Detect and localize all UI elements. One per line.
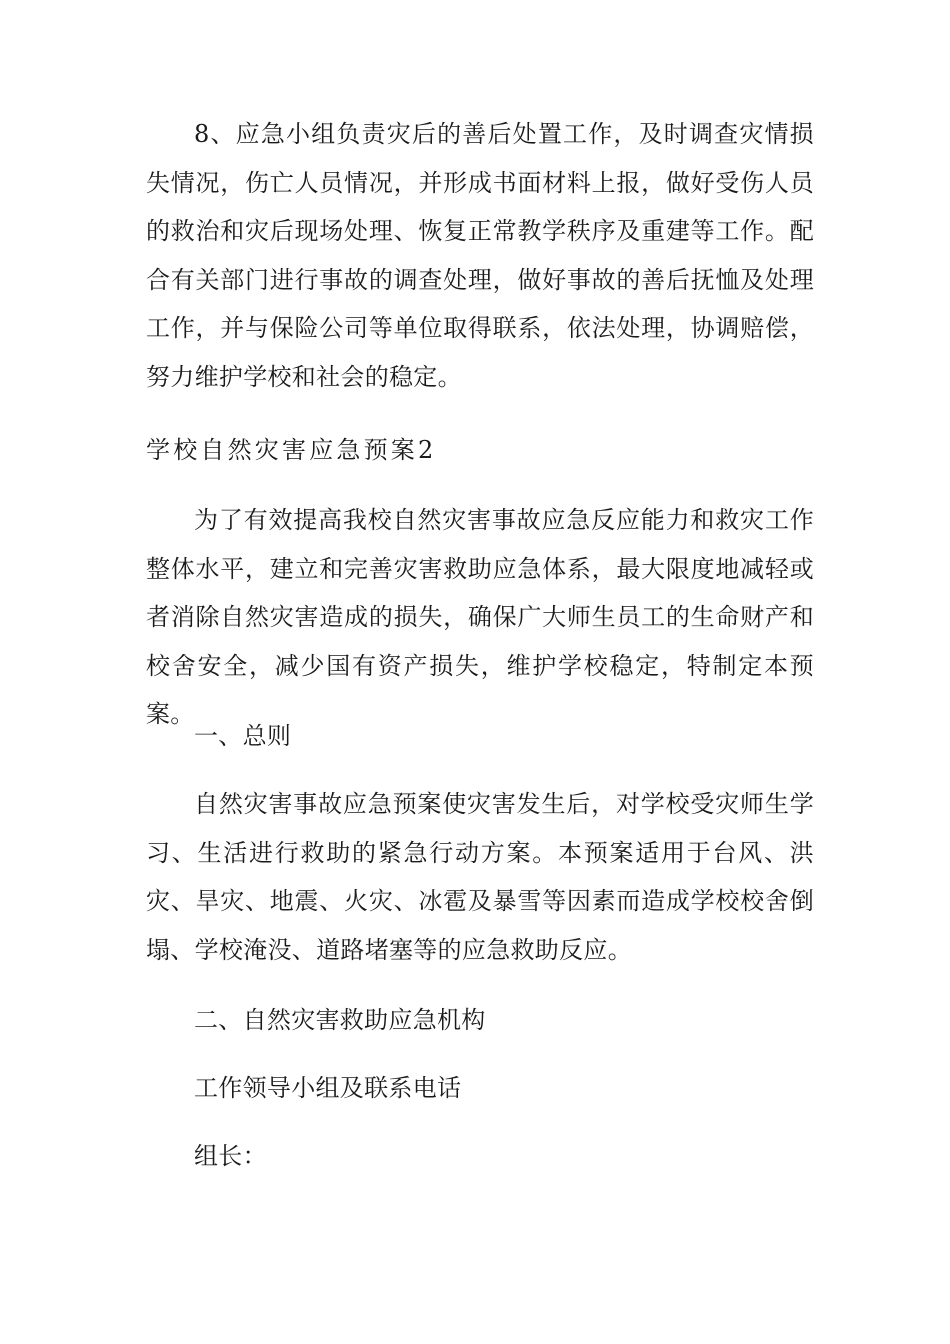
- general-paragraph: 自然灾害事故应急预案使灾害发生后，对学校受灾师生学习、生活进行救助的紧急行动方案。本预案适用于台风、洪灾、旱灾、地震、火灾、冰雹及暴雪等因素而造成学校校舍倒塌、学校淹没、道路堵塞等的应急救助反应。: [146, 790, 814, 964]
- section-title: 学校自然灾害应急预案2: [146, 436, 437, 464]
- heading-agency: 二、自然灾害救助应急机构: [194, 1006, 486, 1034]
- heading-general: 一、总则: [194, 722, 292, 750]
- leadership-group-line: 工作领导小组及联系电话: [194, 1074, 462, 1102]
- paragraph-item-8: 8、应急小组负责灾后的善后处置工作，及时调查灾情损失情况，伤亡人员情况，并形成书面材料上报，做好受伤人员的救治和灾后现场处理、恢复正常教学秩序及重建等工作。配合有关部门进行事故的调查处理，做好事故的善后抚恤及处理工作，并与保险公司等单位取得联系，依法处理，协调赔偿，努力维护学校和社会的稳定。: [146, 120, 814, 391]
- leader-label: 组长：: [194, 1142, 267, 1170]
- intro-paragraph: 为了有效提高我校自然灾害事故应急反应能力和救灾工作整体水平，建立和完善灾害救助应急体系，最大限度地减轻或者消除自然灾害造成的损失，确保广大师生员工的生命财产和校舍安全，减少国有资产损失，维护学校稳定，特制定本预案。: [146, 506, 814, 729]
